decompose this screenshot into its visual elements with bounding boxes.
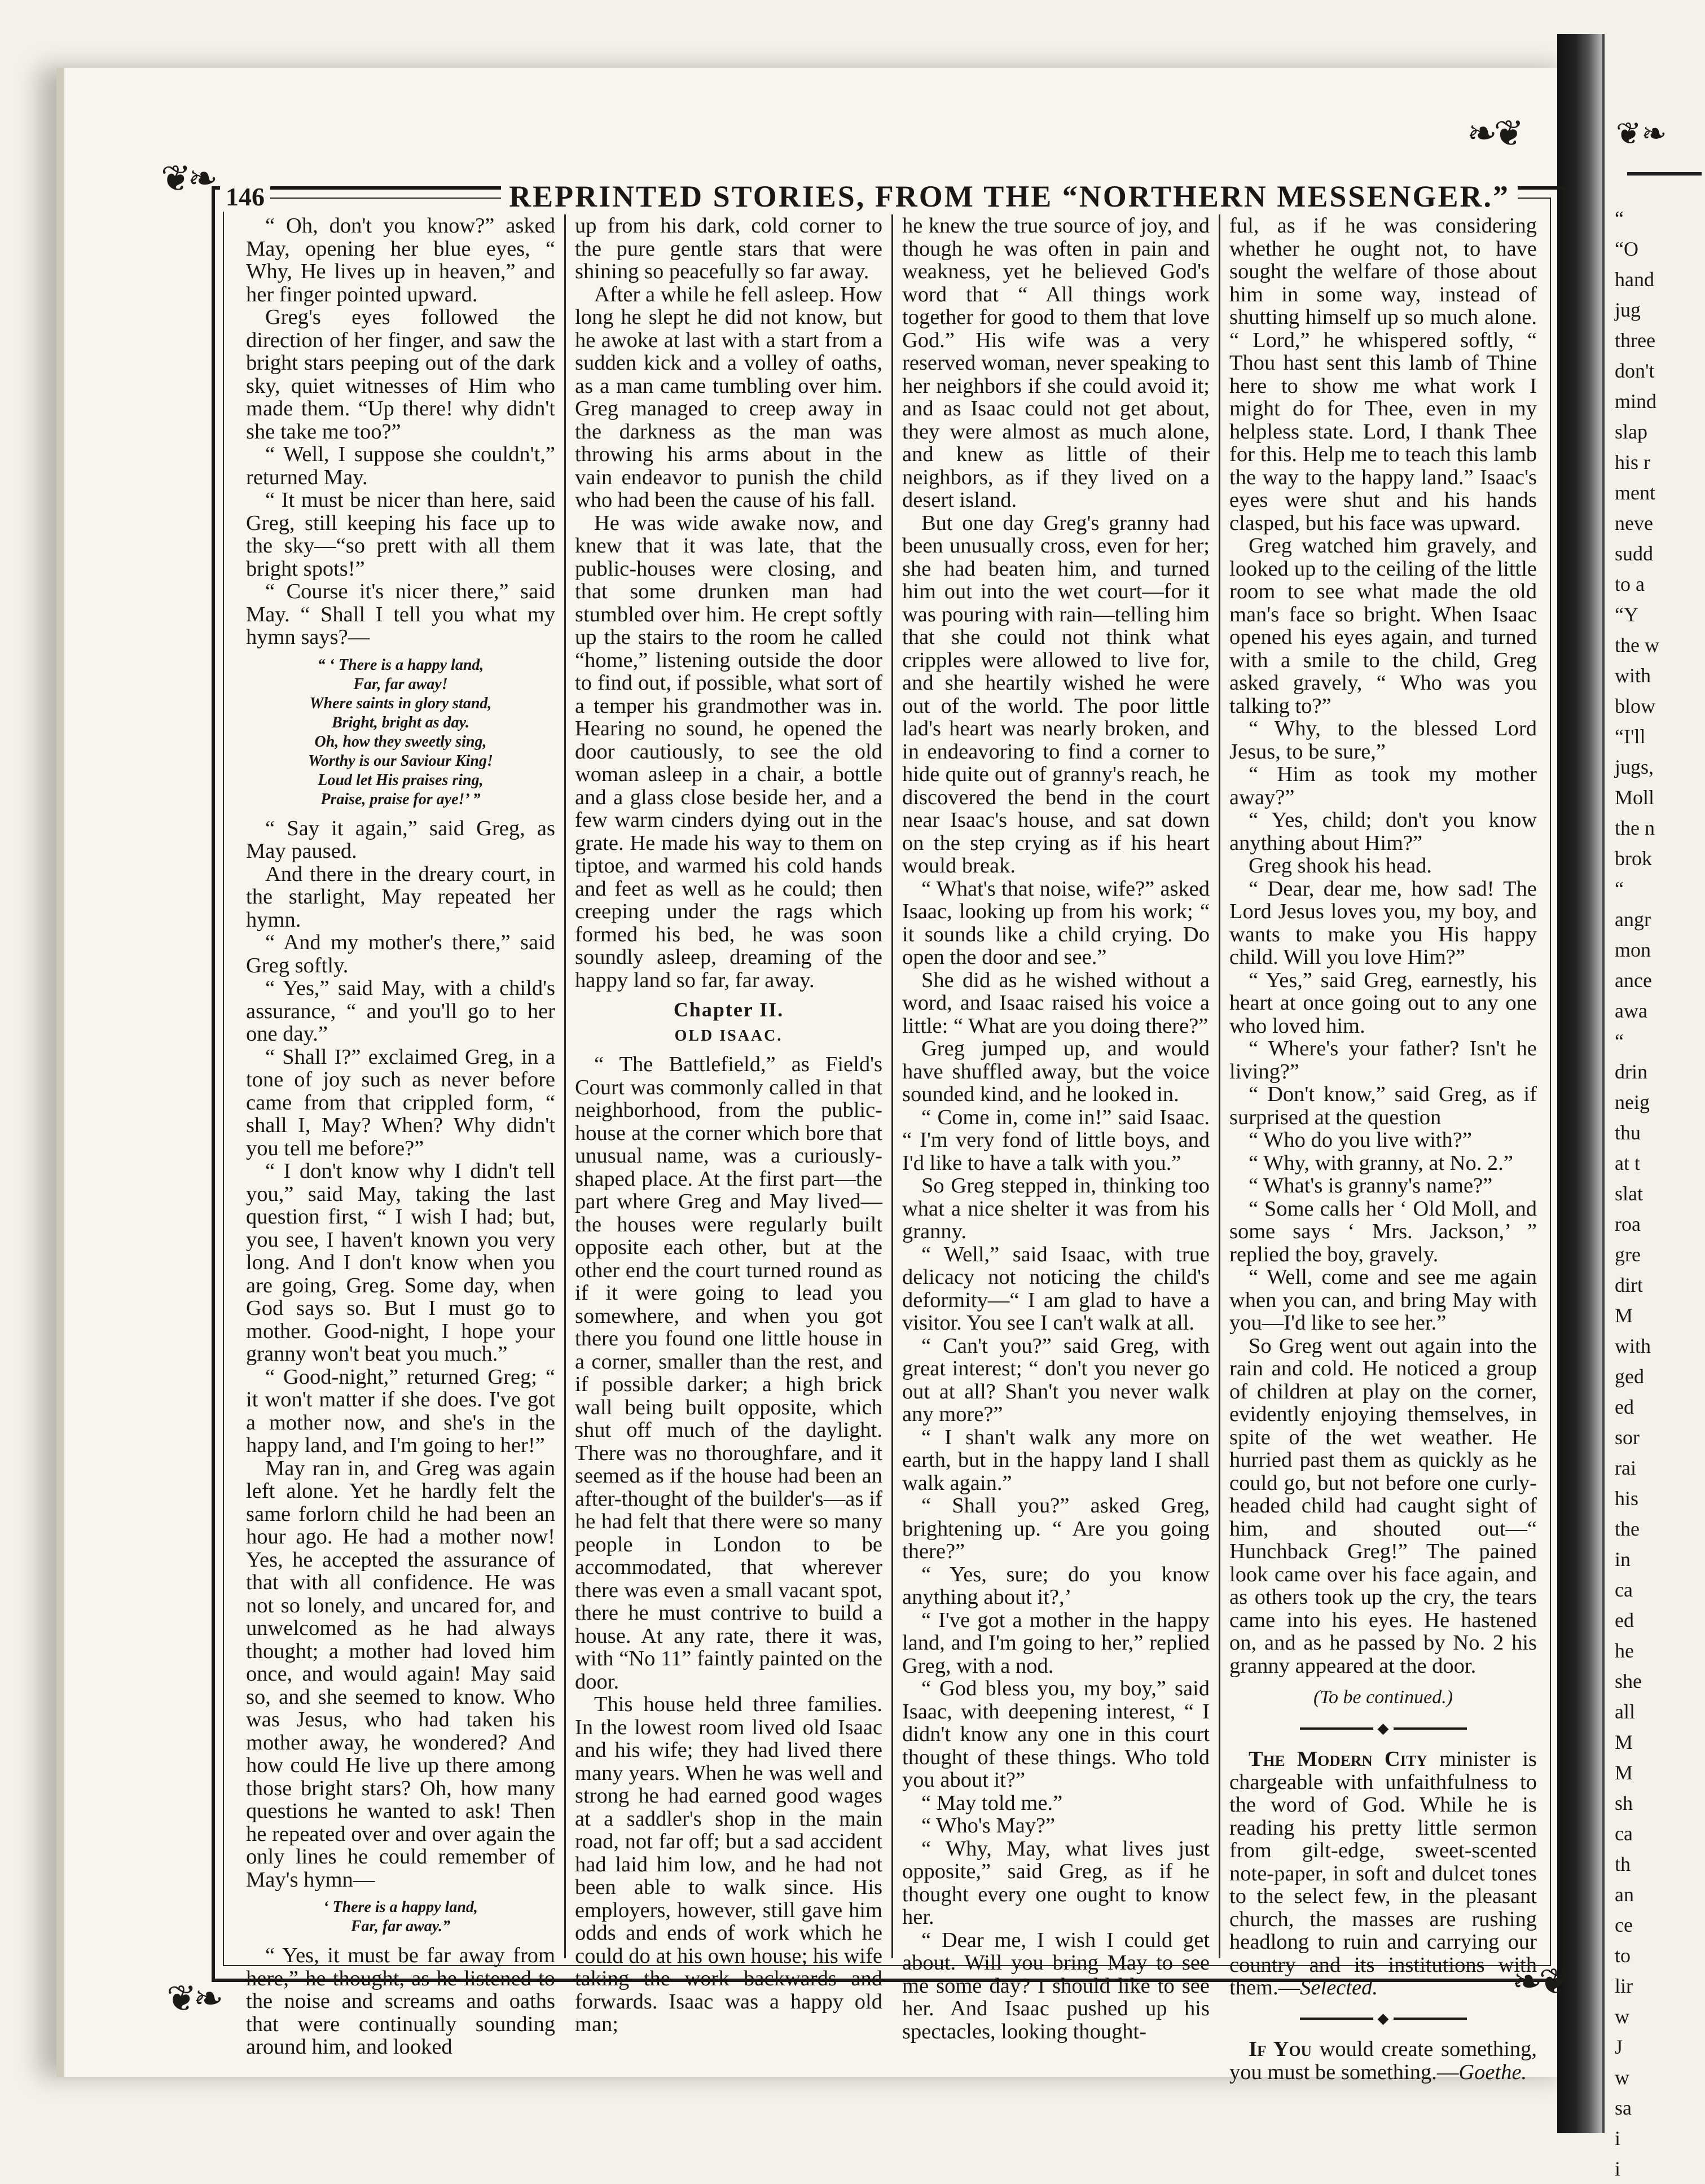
paragraph: Greg jumped up, and would have shuffled away, but the voice sounded kind, and he looked in. (902, 1037, 1210, 1106)
next-page-fragment: ment (1615, 481, 1655, 504)
hymn-line: Oh, how they sweetly sing, (314, 733, 487, 751)
divider-line (1394, 1727, 1467, 1730)
next-page-fragment: slat (1615, 1182, 1643, 1205)
paragraph: “ Some calls her ‘ Old Moll, and some says ‘ Mrs. Jackson,’ ” replied the boy, gravely. (1229, 1196, 1537, 1266)
next-page-fragment: he (1615, 1639, 1634, 1662)
paragraph: So Greg went out again into the rain and cold. He noticed a group of children at play on the corner, evidently enjoying themselves, in spite of the wet weather. He hurried past them as quickly as he could go, but not before one curly-headed child had caught sight of him, and shouted out—“ Hunchback Greg!” The pained look came over his face again, and as others took up the cry, the tears came into his eyes. He hastened on, and as he passed by No. 2 his granny appeared at the door. (1229, 1334, 1537, 1678)
paragraph: “ I shan't walk any more on earth, but in the happy land I shall walk again.” (902, 1425, 1210, 1495)
paragraph: up from his dark, cold corner to the pure gentle stars that were shining so peacefully so far away. (575, 214, 882, 283)
next-page-fragment: neve (1615, 512, 1653, 534)
next-page-fragment: lir (1615, 1975, 1633, 1997)
next-page-fragment: sa (1615, 2097, 1632, 2119)
paragraph: “ Shall I?” exclaimed Greg, in a tone of joy such as never before came from that crippled form, “ shall I, May? When? Why didn't you tell me before?” (246, 1045, 555, 1160)
next-page-fragment: an (1615, 1883, 1634, 1906)
note-paragraph (1229, 2038, 1537, 2084)
next-page-fragment: “ (1615, 207, 1624, 230)
paragraph: “ What's that noise, wife?” asked Isaac, looking up from his work; “ it sounds like a child crying. Do open the door and see.” (902, 876, 1210, 969)
note-source: Goethe. (1458, 2060, 1527, 2084)
paragraph: he knew the true source of joy, and though he was often in pain and weakness, yet he believed God's word that “ All things work together for good to them that love God.” His wife was a very reserved woman, never speaking to her neighbors if she could avoid it; and as Isaac could not get about, they were almost as much alone, and knew as little of their neighbors, as if they lived on a desert island. (902, 214, 1210, 512)
paragraph: “ I don't know why I didn't tell you,” said May, taking the last question first, “ I wish I had; but, you see, I haven't known you very long. And I don't know when you are going, Greg. Some day, when God says so. But I must go to mother. Good-night, I hope your granny won't beat you much.” (246, 1159, 555, 1366)
next-page-fragment: all (1615, 1700, 1635, 1723)
note-body: would create something, you must be something.— (1229, 2037, 1537, 2084)
next-page-fragment: the n (1615, 817, 1655, 839)
next-page-fragment: mind (1615, 390, 1657, 413)
hymn-line: Far, far away.” (350, 1918, 451, 1935)
hymn-line: Bright, bright as day. (331, 713, 469, 731)
paragraph: “ Oh, don't you know?” asked May, opening her blue eyes, “ Why, He lives up in heaven,” and her finger pointed upward. (246, 214, 555, 306)
next-page-edge (1602, 34, 1702, 2180)
next-page-fragment: awa (1615, 999, 1647, 1022)
paragraph: “ Yes, child; don't you know anything about Him?” (1229, 808, 1537, 855)
next-page-fragment: with (1615, 1335, 1651, 1357)
column-2 (564, 214, 891, 2036)
note-lead: The Modern City (1249, 1747, 1427, 1771)
next-page-fragment: sor (1615, 1426, 1640, 1449)
paragraph: But one day Greg's granny had been unusually cross, even for her; she had beaten him, and turned him out into the wet court—for it was pouring with rain—telling him that she could not think what cripples were allowed to live for, and she heartily wished he were out of the world. The poor little lad's heart was nearly broken, and in endeavoring to find a corner to hide quite out of granny's reach, he discovered the bend in the court near Isaac's house, and sat down on the step crying as if his heart would break. (902, 511, 1210, 878)
paragraph: “ Who's May?” (921, 1814, 1056, 1837)
next-page-fragment: ca (1615, 1822, 1633, 1845)
paragraph: “ Course it's nicer there,” said May. “ Shall I tell you what my hymn says?— (246, 580, 555, 649)
next-page-fragment: his r (1615, 451, 1650, 473)
hymn-line: Far, far away! (353, 675, 448, 693)
paragraph: “ Why, to the blessed Lord Jesus, to be sure,” (1229, 717, 1537, 764)
next-page-fragment: jug (1615, 299, 1641, 321)
paragraph: She did as he wished without a word, and Isaac raised his voice a little: “ What are you doing there?” (902, 968, 1210, 1038)
next-page-fragment: angr (1615, 908, 1651, 931)
next-page-fragment: thu (1615, 1121, 1641, 1144)
to-be-continued: (To be continued.) (1313, 1687, 1453, 1708)
text-columns (237, 214, 1552, 2084)
paragraph: “ Why, with granny, at No. 2.” (1249, 1151, 1514, 1175)
paragraph: “ I've got a mother in the happy land, and I'm going to her,” replied Greg, with a nod. (902, 1608, 1210, 1678)
hymn-line: ‘ There is a happy land, (323, 1898, 478, 1916)
paragraph: May ran in, and Greg was again left alone. Yet he hardly felt the same forlorn child he had been an hour ago. He had a mother now! Yes, he accepted the assurance of that with all confidence. He was not so lonely, and uncared for, and unwelcomed as he had always thought; a mother had loved him once, and would again! May said so, and she seemed to know. Who was Jesus, who had taken his mother away, he wondered? And how could He live up there among those bright stars? Oh, how many questions he wanted to ask! Then he repeated over and over again the only lines he could remember of May's hymn— (246, 1456, 555, 1892)
paragraph: “ The Battlefield,” as Field's Court was commonly called in that neighborhood, from the public-house at the corner which bore that unusual name, was a curiously-shaped place. At the first part—the part where Greg and May lived—the houses were regularly built opposite each other, but at the other end the court turned round as if it were going to lead you somewhere, and when you got there you found one little house in a corner, smaller than the rest, and if possible darker; a high brick wall being built opposite, which shut off much of the daylight. There was no thoroughfare, and it seemed as if the house had been an after-thought of the builder's—as if he had felt that there were so many people in London to be accommodated, that wherever there was even a small vacant spot, there he must contrive to build a house. At any rate, there it was, with “No 11” faintly painted on the door. (575, 1052, 882, 1694)
next-page-fragment: th (1615, 1853, 1631, 1875)
corner-ornament-icon: ❧❦ (1467, 113, 1521, 154)
next-page-fragment: J (1615, 2036, 1623, 2058)
next-page-fragment: blow (1615, 695, 1655, 717)
hymn-line: Worthy is our Saviour King! (308, 752, 493, 770)
divider-line (1394, 2018, 1467, 2020)
paragraph: “ Yes, it must be far away from here,” he thought, as he listened to the noise and screams and oaths that were continually sounding around him, and looked (246, 1944, 555, 2059)
next-page-fragment: jugs, (1615, 756, 1654, 778)
paragraph: “ Him as took my mother away?” (1229, 762, 1537, 809)
page-number: 146 (220, 182, 270, 212)
next-page-fragment: M (1615, 1304, 1633, 1327)
paragraph: “ Can't you?” said Greg, with great interest; “ don't you never go out at all? Shan't you never walk any more?” (902, 1334, 1210, 1426)
column-3 (891, 214, 1219, 2043)
next-page-fragment: with (1615, 664, 1651, 687)
section-divider (1229, 2007, 1537, 2030)
next-page-fragment: mon (1615, 938, 1651, 961)
corner-ornament-icon: ❦❧ (166, 1979, 221, 2019)
next-page-fragment: neig (1615, 1091, 1650, 1113)
next-page-fragment: roa (1615, 1213, 1641, 1235)
hymn-line: Praise, praise for aye!’ ” (320, 790, 481, 808)
next-page-fragment: brok (1615, 847, 1652, 870)
next-page-rule (1627, 172, 1702, 176)
next-page-fragment: “I'll (1615, 725, 1646, 748)
next-page-fragment: drin (1615, 1060, 1647, 1083)
diamond-icon: ◆ (1377, 1720, 1389, 1736)
section-divider (1229, 1717, 1537, 1740)
next-page-fragment: “Y (1615, 603, 1638, 626)
next-page-fragment: w (1615, 2066, 1629, 2089)
paragraph: “ Where's your father? Isn't he living?” (1229, 1037, 1537, 1084)
chapter-heading: Chapter II. (673, 998, 784, 1021)
corner-ornament-icon: ❧❦ (1512, 1962, 1566, 2002)
paragraph: After a while he fell asleep. How long he slept he did not know, but he awoke at last with a start from a sudden kick and a volley of oaths, as a man came tumbling over him. Greg managed to creep away in the darkness as the man was throwing his arms about in the vain endeavor to punish the child who had been the cause of his fall. (575, 282, 882, 512)
next-page-fragment: “ (1615, 1030, 1624, 1052)
next-page-fragment: gre (1615, 1243, 1641, 1266)
paragraph: This house held three families. In the lowest room lived old Isaac and his wife; they had lived there many years. When he was well and strong he had earned good wages at a saddler's shop in the main road, not far off; but a sad accident had laid him low, and he had not been able to walk since. His employers, however, still gave him odds and ends of work which he could do at his own house; his wife taking the work backwards and forwards. Isaac was a happy old man; (575, 1692, 882, 2036)
next-page-fragment: hand (1615, 268, 1654, 291)
next-page-fragment: sh (1615, 1792, 1633, 1814)
paragraph: So Greg stepped in, thinking too what a nice shelter it was from his granny. (902, 1174, 1210, 1243)
column-4 (1219, 214, 1546, 2084)
paragraph: “ Well, I suppose she couldn't,” returned May. (246, 442, 555, 489)
paragraph: Greg's eyes followed the direction of her finger, and saw the bright stars peeping out of the dark sky, quiet witnesses of Him who made them. “Up there! why didn't she take me too?” (246, 305, 555, 444)
paragraph: “ Yes,” said Greg, earnestly, his heart at once going out to any one who loved him. (1229, 968, 1537, 1038)
next-page-fragment: in (1615, 1548, 1631, 1571)
next-page-fragment: w (1615, 2005, 1629, 2028)
paragraph: Greg shook his head. (1249, 854, 1432, 878)
paragraph: “ It must be nicer than here, said Greg, still keeping his face up to the sky—“so prett with all them bright spots!” (246, 488, 555, 581)
divider-line (1300, 1727, 1373, 1730)
chapter-title: OLD ISAAC. (674, 1027, 783, 1045)
column-1 (237, 214, 564, 2059)
hymn-verse (246, 656, 555, 809)
next-page-fragment: M (1615, 1731, 1633, 1753)
next-page-fragment: Moll (1615, 786, 1655, 809)
paragraph: He was wide awake now, and knew that it was late, that the public-houses were closing, and that some drunken man had stumbled over him. He crept softly up the stairs to the room he called “home,” listening outside the door to find out, if possible, what sort of a temper his grandmother was in. Hearing no sound, he opened the door cautiously, to see the old woman asleep in a chair, a bottle and a glass close beside her, and a few warm cinders dying out in the grate. He made his way to them on tiptoe, and warmed his cold hands and feet as well as he could; then creeping under the rags which formed his bed, he was soon soundly asleep, dreaming of the happy land so far, far away. (575, 511, 882, 992)
hymn-line: Loud let His praises ring, (318, 771, 484, 789)
next-page-fragment: the w (1615, 634, 1659, 656)
paragraph: “ Well, come and see me again when you can, and bring May with you—I'd like to see her.” (1229, 1265, 1537, 1335)
paragraph: “ Well,” said Isaac, with true delicacy not noticing the child's deformity—“ I am glad to have a visitor. You see I can't walk at all. (902, 1242, 1210, 1335)
next-page-fragment: the (1615, 1518, 1640, 1540)
next-page-fragment: to a (1615, 573, 1645, 595)
hymn-verse (246, 1898, 555, 1936)
paragraph: “ And my mother's there,” said Greg softly. (246, 931, 555, 977)
next-page-fragment: ance (1615, 969, 1652, 992)
next-page-fragment: ca (1615, 1578, 1633, 1601)
next-page-fragment: dirt (1615, 1274, 1643, 1296)
note-lead: If You (1249, 2037, 1312, 2061)
next-page-fragment: i (1615, 2157, 1621, 2180)
next-page-fragment: “ (1615, 878, 1624, 900)
ornament-icon: ❦❧ (1616, 117, 1667, 151)
running-head: REPRINTED STORIES, FROM THE “NORTHERN MESSENGER.” (501, 179, 1518, 214)
divider-line (1300, 2018, 1373, 2020)
next-page-fragment: rai (1615, 1457, 1636, 1479)
next-page-fragment: at t (1615, 1152, 1640, 1174)
hymn-line: Where saints in glory stand, (309, 694, 492, 712)
next-page-fragment: ed (1615, 1609, 1634, 1632)
note-source: Selected. (1300, 1976, 1378, 1999)
next-page-fragment: ed (1615, 1396, 1634, 1418)
next-page-fragment: his (1615, 1487, 1639, 1510)
paragraph: “ What's is granny's name?” (1249, 1174, 1493, 1198)
hymn-line: “ ‘ There is a happy land, (317, 656, 484, 674)
page-header (209, 179, 1563, 213)
paragraph: “ Dear, dear me, how sad! The Lord Jesus loves you, my boy, and wants to make you His happy child. Will you love Him?” (1229, 876, 1537, 969)
corner-ornament-icon: ❦❧ (161, 159, 215, 199)
paragraph: “ Shall you?” asked Greg, brightening up. “ Are you going there?” (902, 1494, 1210, 1563)
next-page-fragment: she (1615, 1670, 1642, 1692)
next-page-fragment: ged (1615, 1365, 1644, 1388)
paragraph: “ Why, May, what lives just opposite,” said Greg, as if he thought every one ought to know her. (902, 1836, 1210, 1929)
paragraph: “ Yes, sure; do you know anything about it?,’ (902, 1562, 1210, 1609)
next-page-fragment: ce (1615, 1914, 1633, 1936)
paragraph: “ Yes,” said May, with a child's assurance, “ and you'll go to her one day.” (246, 976, 555, 1046)
next-page-fragment: slap (1615, 420, 1647, 443)
next-page-fragment: M (1615, 1761, 1633, 1784)
paragraph: ful, as if he was considering whether he ought not, to have sought the welfare of those about him in some way, instead of shutting himself up so much alone. “ Lord,” he whispered softly, “ Thou hast sent this lamb of Thine here to show me what work I might do for Thee, even in my helpless state. Lord, I thank Thee for this. Help me to teach this lamb the way to the happy land.” Isaac's eyes were shut and his hands clasped, but his face was upward. (1229, 214, 1537, 535)
diamond-icon: ◆ (1377, 2010, 1389, 2027)
note-paragraph (1229, 1748, 1537, 1999)
paragraph: “ Who do you live with?” (1249, 1128, 1472, 1152)
next-page-fragment: i (1615, 2127, 1621, 2150)
paragraph: “ God bless you, my boy,” said Isaac, with deepening interest, “ I didn't know any one in this court thought of these things. Who told you about it?” (902, 1677, 1210, 1792)
paragraph: “ Dear me, I wish I could get about. Will you bring May to see me some day? I should like to see her. And Isaac pushed up his spectacles, looking thought- (902, 1928, 1210, 2043)
paragraph: “ Don't know,” said Greg, as if surprised at the question (1229, 1082, 1537, 1129)
next-page-fragment: sudd (1615, 542, 1654, 565)
paragraph: Greg watched him gravely, and looked up to the ceiling of the little room to see what made the old man's face so bright. When Isaac opened his eyes again, and turned with a smile to the child, Greg asked gravely, “ Who was you talking to?” (1229, 534, 1537, 718)
paragraph: And there in the dreary court, in the starlight, May repeated her hymn. (246, 862, 555, 932)
note-body: minister is chargeable with unfaithfulness to the word of God. While he is reading his pretty little sermon from gilt-edge, sweet-scented note-paper, in soft and dulcet tones to the select few, in the pleasant church, the masses are rushing headlong to ruin and carrying our country and its institutions with them.— (1229, 1747, 1537, 1999)
next-page-fragment: three (1615, 329, 1655, 352)
paragraph: “ Good-night,” returned Greg; “ it won't matter if she does. I've got a mother now, and she's in the happy land, and I'm going to her!” (246, 1365, 555, 1457)
next-page-fragment: don't (1615, 359, 1655, 382)
next-page-fragment: to (1615, 1944, 1631, 1967)
paragraph: “ Come in, come in!” said Isaac. “ I'm very fond of little boys, and I'd like to have a talk with you.” (902, 1105, 1210, 1175)
paragraph: “ Say it again,” said Greg, as May paused. (246, 816, 555, 863)
paragraph: “ May told me.” (921, 1791, 1063, 1815)
next-page-text-fragments (1615, 203, 1705, 2184)
next-page-fragment: “O (1615, 238, 1638, 260)
